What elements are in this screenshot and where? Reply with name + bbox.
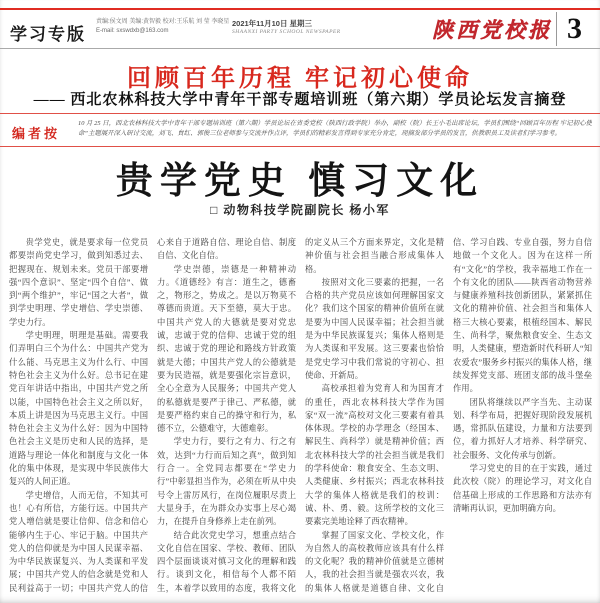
article-paragraph: 掌握了国家文化、学校文化，作为自然人的高校教师应该具有什么样的文化呢？我的精神价值就是立德树人，我的社会担当就是强农兴农，我的集体人格就是道德自律、文化自信、学习自践、专业自强，努力自信地做一个文化人。因为在这样一所有“文化”的学校，我幸福地工作在一个有文化的团队——陕西省动物营养与健康养殖科技创新团队，紧紧抓住文化的精神价值、社会担当和集体人格三大核心要素，根植经国本、解民生、尚科学，聚焦粮食安全、生态文明，人类健康，塑造新时代科研人“知农爱农”服务乡村振兴的集体人格，继续发挥党支部、班团支部的战斗堡垒作用。 [305,238,592,593]
date-block [232,18,342,35]
editor-note [0,116,600,144]
article-byline: □ 动物科技学院副院长 杨小军 [210,203,390,217]
date-line: 2021年11月10日 星期三 [232,19,313,28]
article-paragraph: 按照对文化三要素的把握，一名合格的共产党员应该如何理解国家文化？我们这个国家的精神价值所在就是要为中国人民谋幸福；社会担当就是为中华民族谋复兴；集体人格则是为人类谋和平发展。这三要素也恰恰是党史学习中我们常说的守初心、担使命、开新局。 [305,277,444,380]
edition-subtitle: —— 西北农林科技大学中青年干部专题培训班（第六期）学员论坛发言摘登 [33,92,567,108]
section-label: 学习专版 [10,25,86,44]
article-paragraph: 结合此次党史学习，想重点结合文化自信在国家、学校、教师、团队四个层面谈谈对慎习文化的理解和践行。谈到文化，相信每个人都不陌生，本着学以致用的态度，我将文化的定义从三个方面来界定，文化是精神价值与社会担当融合形成集体人格。 [157,238,444,593]
article-body [9,236,592,598]
article-paragraph: 学史力行，要行之有力、行之有效，达到“力行而后知之真”，做到知行合一。全党同志都要在“学史力行”中彰显担当作为，必须在听从中央号令上雷厉风行，在岗位履职尽责上大显身手，在为群众办实事上尽心竭力，在提升自身修养上走在前列。 [157,437,296,527]
article-paragraph: 学史明理，明理是基础。需要我们弄明白三个为什么：中国共产党为什么能、马克思主义为什么行、中国特色社会主义为什么好。总书记在建党百年讲话中指出，中国共产党之所以能，中国特色社会主义之所以好，本质上讲是因为马克思主义行。中国特色社会主义为什么好：因为中国特色社会主义是历史和人民的选择，是道路与理论一体化和制度与文化一体化的集中体现，是实现中华民族伟大复兴的人间正道。 [9,331,148,487]
article-paragraph: 高校承担着为党育人和为国育才的重任，西北农林科技大学作为国家“双一流”高校对文化三要素有着具体体现。学校的办学理念（经国本、解民生、尚科学）就是精神价值；西北农林科技大学的社会担当就是我们的学科使命：粮食安全、生态文明、人类健康、乡村振兴；西北农林科技大学的集体人格就是我们的校训：诚、朴、勇、毅。这所学校的文化三要素完美地诠释了西农精神。 [305,384,444,527]
page-number-box [556,12,592,46]
editors-line: 责编:侯文周 美编:黄智毅 校对:王乐航 刘 莹 李晓星 [96,19,230,25]
editor-note-label: 编者按 [12,126,61,141]
page-number: 3 [567,12,582,45]
article-title: 贵学党史 慎习文化 [115,161,485,202]
edition-headline: 回顾百年历程 牢记初心使命 [127,66,473,92]
editor-note-top-rule [0,113,600,114]
top-red-rule [0,8,600,10]
email-line: E-mail: sxswdxb@163.com [96,28,169,34]
editor-note-bottom-rule [0,146,600,147]
date-english: SHAANXI PARTY SCHOOL NEWSPAPER [232,29,341,35]
editor-note-text: 10 月 25 日，西北农林科技大学中青年干部专题培训班（第六期）学员论坛在省委党校（陕西行政学院）举办，副校（院）长王小毛出席论坛，学员们围绕“回顾百年历程 牢记初心使命”主题展开深入研讨交流，刘飞、貟红、郭俊三位老师参与交流并作点评，学员们的精彩发言得到专家充分肯定，现摘发部分学员的发言，供教职员工及读者们学习参考。 [78,120,592,137]
article-paragraph: 学习党史的目的在于实践，通过此次校（院）的理论学习，对文化自信基础上形成的工作思路和方法亦有清晰再认识，更加明确方向。 [453,464,592,513]
masthead-logo: 陕西党校报 [432,18,552,42]
header-divider-rule [0,48,600,49]
article-paragraph: 贵学党史，就是要求每一位党员都要崇尚党史学习，做到知悉过去、把握现在、规划未来。党员干部要增强“四个意识”、坚定“四个自信”、做到“两个维护”，牢记“国之大者”，做到学史明理、学史增信、学史崇德、学史力行。 [9,238,148,327]
masthead-row [0,12,600,46]
article-paragraph: 团队将继续以严字当先、主动谋划、科学布局，把握好现阶段发展机遇，常抓队伍建设，力量和方法要到位，着力抓好人才培养、科学研究、社会服务、文化传承与创新。 [453,397,592,460]
article-paragraph: 学史增信，人而无信，不知其可也！心有所信，方能行远。中国共产党人增信就是要让信仰、信念和信心能够内生于心、牢记于脑。中国共产党人的信仰就是为中国人民谋幸福、为中华民族谋复兴、为人类谋和平发展；中国共产党人的信念就是党和人民利益高于一切；中国共产党人的信心来自于道路自信、理论自信、制度自信、文化自信。 [9,238,296,593]
article-paragraph: 学史崇德，崇德是一种精神动力。《道德经》有言：道生之，德畜之，物形之，势成之。是以万物莫不尊德而贵道。天下至德，莫大于忠。中国共产党人的大德就是要对党忠诚，忠诚于党的信仰、忠诚于党的组织、忠诚于党的理论和路线方针政策就是大德；中国共产党人的公德就是要为民造福，就是要强化宗旨意识，全心全意为人民服务；中国共产党人的私德就是要严于律己、严私德，就是要严格约束自己的操守和行为，私德不立，公德难守，大德难彰。 [157,264,296,434]
